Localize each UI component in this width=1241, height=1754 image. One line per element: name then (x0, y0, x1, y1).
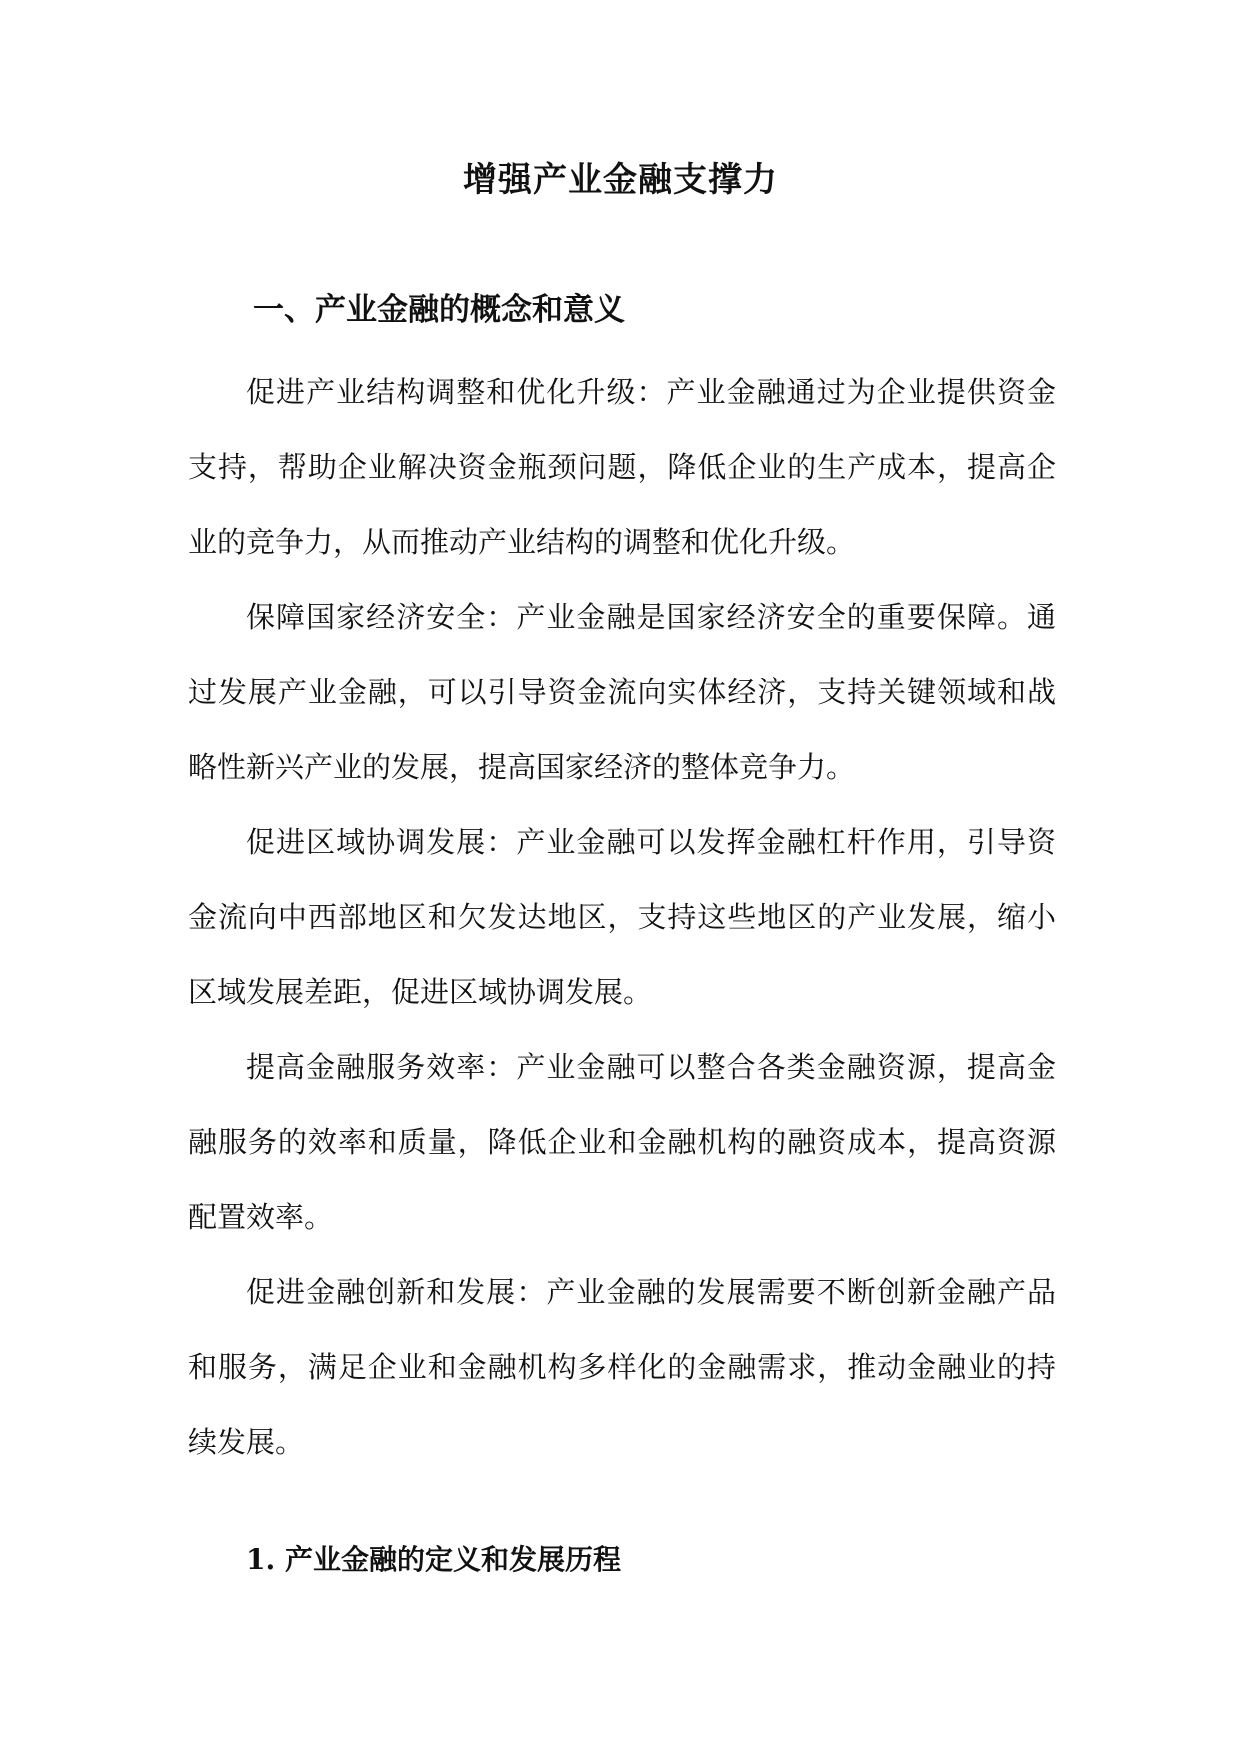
paragraph-industrial-structure: 促进产业结构调整和优化升级：产业金融通过为企业提供资金支持，帮助企业解决资金瓶颈问题，降低企业的生产成本，提高企业的竞争力，从而推动产业结构的调整和优化升级。 (188, 375, 1056, 559)
document-title: 增强产业金融支撑力 (463, 160, 778, 200)
section-heading: 一、产业金融的概念和意义 (253, 292, 625, 328)
paragraph-economic-security: 保障国家经济安全：产业金融是国家经济安全的重要保障。通过发展产业金融，可以引导资金流向实体经济，支持关键领域和战略性新兴产业的发展，提高国家经济的整体竞争力。 (188, 600, 1056, 784)
subsection-heading: 1. 产业金融的定义和发展历程 (246, 1543, 621, 1576)
paragraph-regional-development: 促进区域协调发展：产业金融可以发挥金融杠杆作用，引导资金流向中西部地区和欠发达地区，支持这些地区的产业发展，缩小区域发展差距，促进区域协调发展。 (188, 825, 1056, 1009)
paragraph-financial-innovation: 促进金融创新和发展：产业金融的发展需要不断创新金融产品和服务，满足企业和金融机构多样化的金融需求，推动金融业的持续发展。 (188, 1275, 1056, 1459)
paragraph-service-efficiency: 提高金融服务效率：产业金融可以整合各类金融资源，提高金融服务的效率和质量，降低企业和金融机构的融资成本，提高资源配置效率。 (188, 1050, 1056, 1234)
